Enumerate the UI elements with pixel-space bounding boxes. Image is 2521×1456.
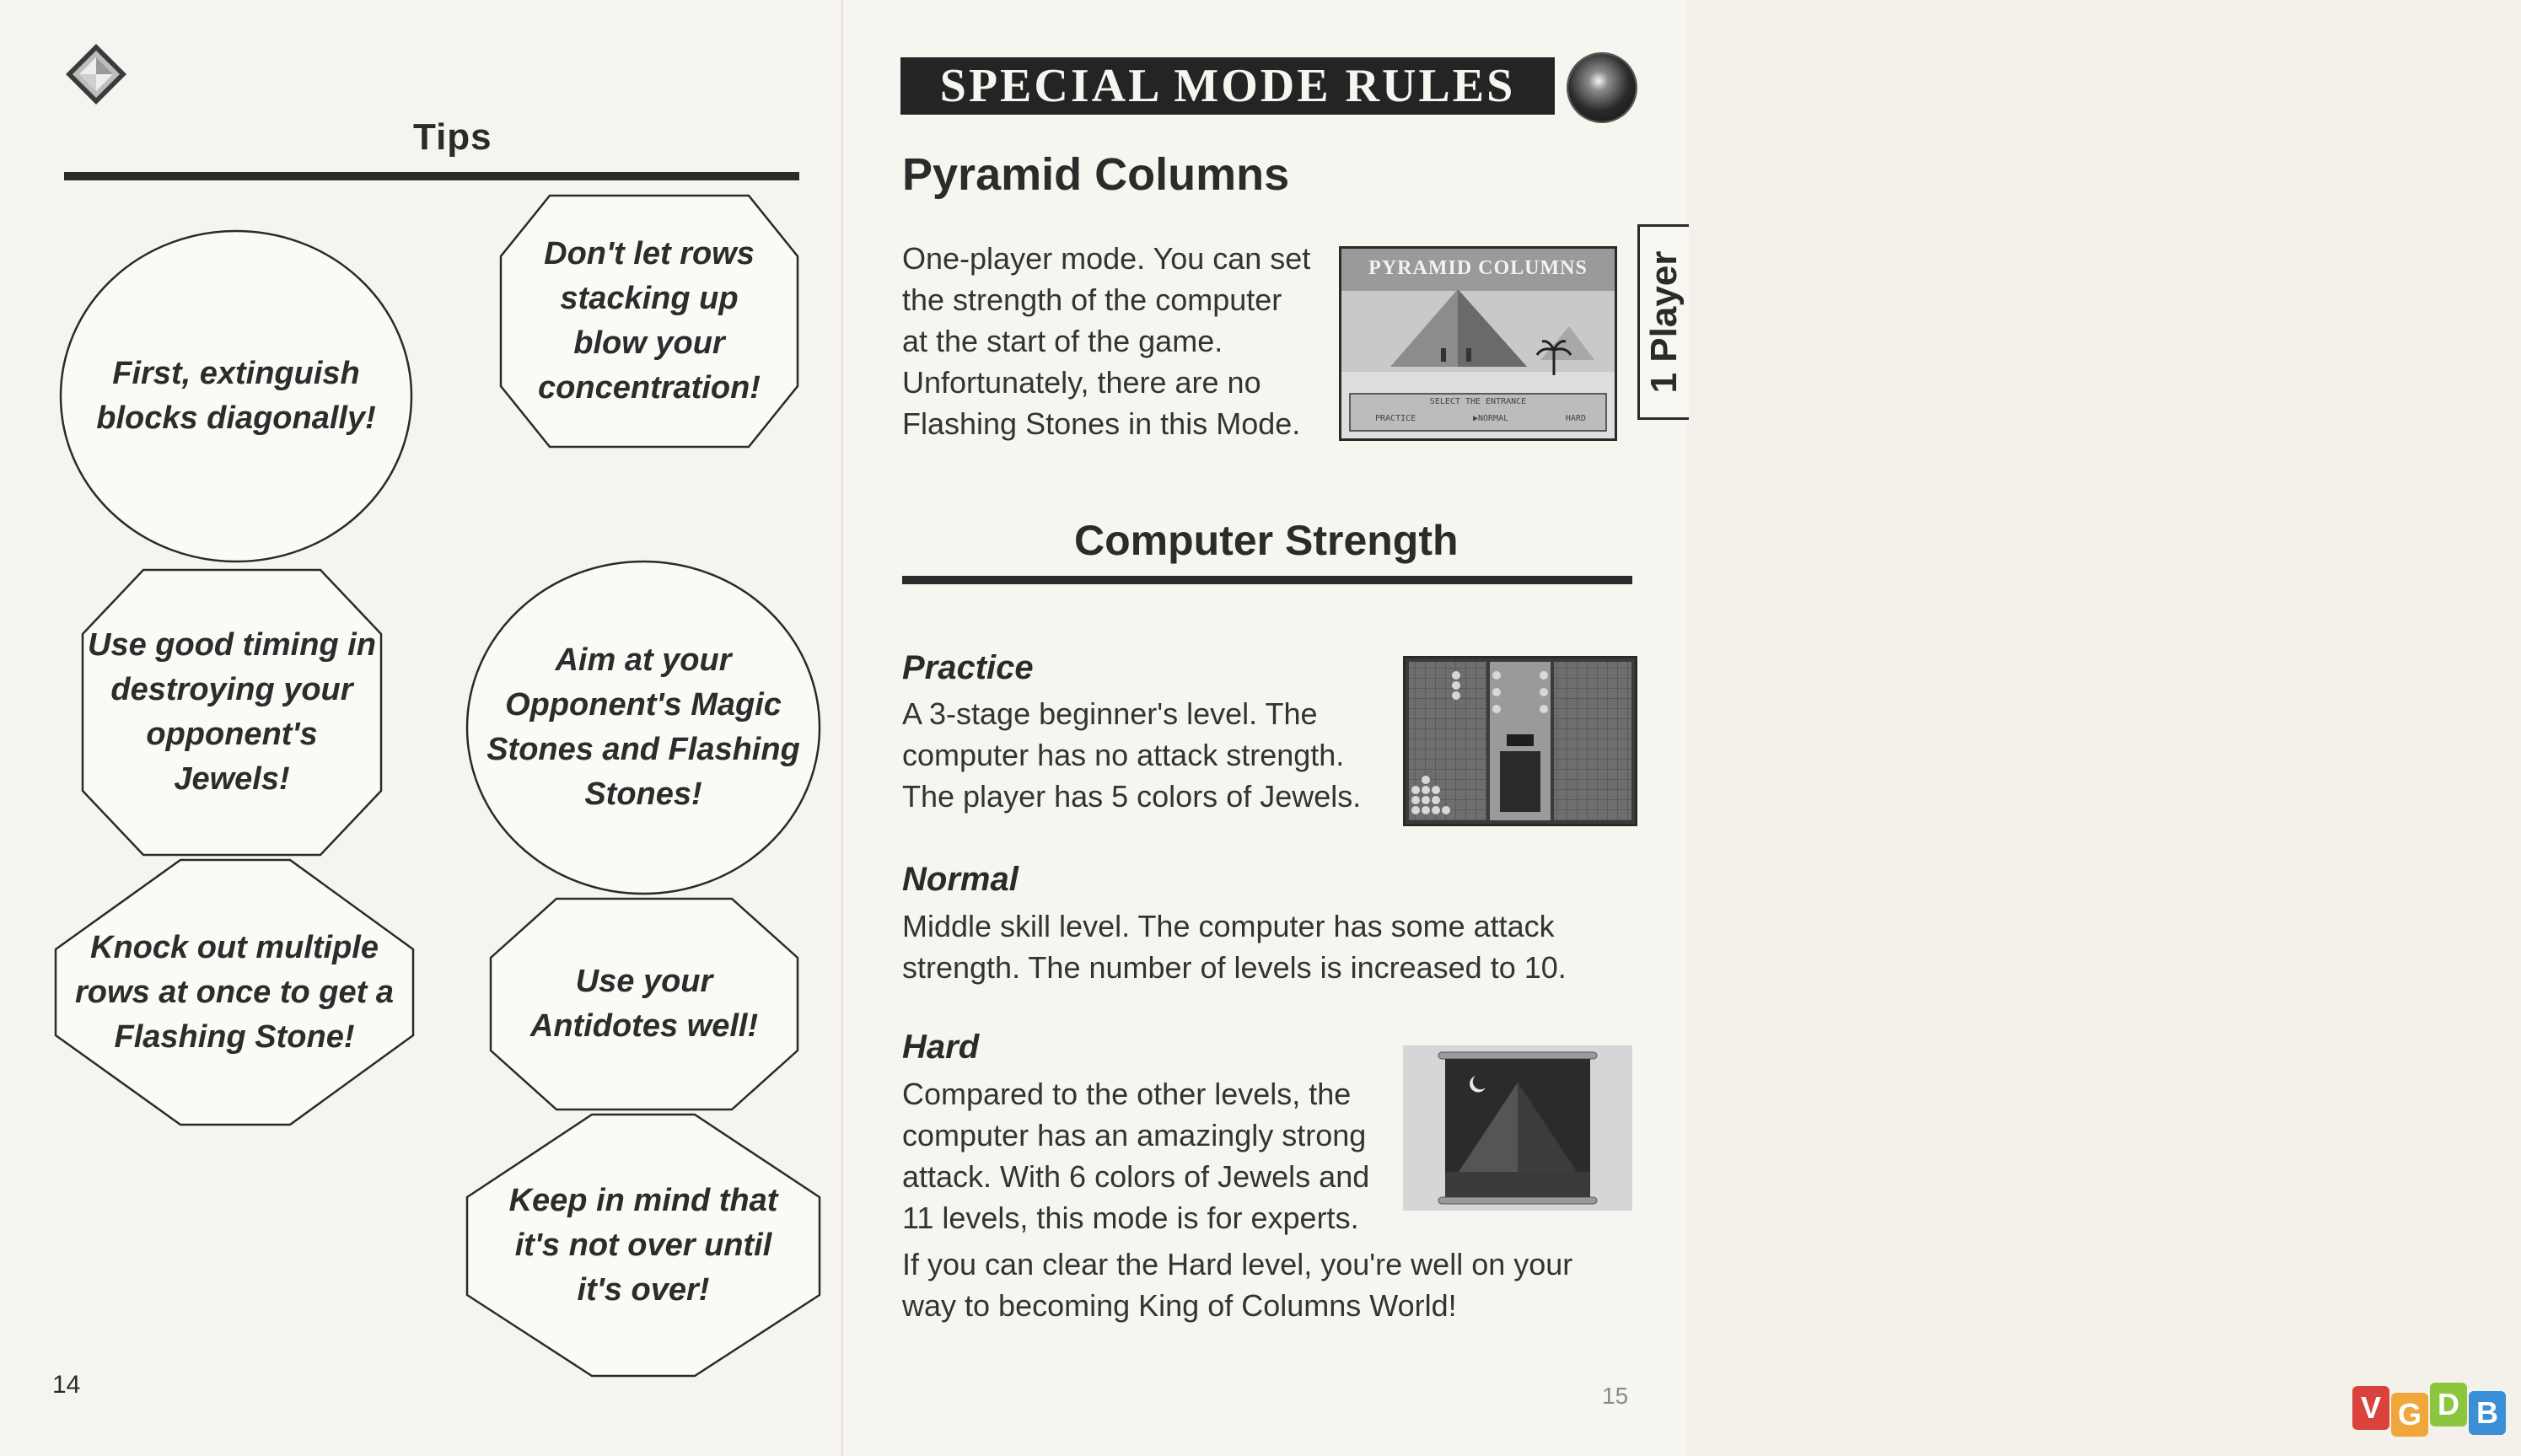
tip-text: Use good timing in destroying your opponent's Jewels! bbox=[88, 627, 376, 797]
special-mode-rules-banner: SPECIAL MODE RULES bbox=[900, 57, 1555, 115]
tip-text: Aim at your Opponent's Magic Stones and Flashing Stones! bbox=[486, 642, 800, 812]
vgdb-watermark-logo bbox=[2352, 1383, 2521, 1433]
tip-bubble-5 bbox=[54, 858, 415, 1126]
option-practice: PRACTICE bbox=[1375, 414, 1416, 423]
tip-text: Don't let rows stacking up blow your concentration! bbox=[538, 236, 761, 406]
tip-bubble-3 bbox=[81, 568, 383, 857]
hard-text: Compared to the other levels, the computer has an amazingly strong attack. With 6 colors of Jewels and 11 levels, this mode is for experts. bbox=[902, 1077, 1370, 1235]
tip-bubble-7 bbox=[465, 1113, 821, 1378]
option-normal-group bbox=[1473, 414, 1508, 423]
tip-text: Knock out multiple rows at once to get a Flashing Stone! bbox=[75, 929, 394, 1055]
side-tab-label: 1 Player bbox=[1643, 250, 1685, 394]
tip-text: First, extinguish blocks diagonally! bbox=[96, 356, 376, 436]
pyramid-screen-title: PYRAMID COLUMNS bbox=[1368, 257, 1588, 279]
tip-bubble-6 bbox=[489, 897, 799, 1111]
page-number: 15 bbox=[1602, 1383, 1629, 1409]
pyramid-screen-prompt: SELECT THE ENTRANCE bbox=[1429, 397, 1527, 406]
side-tab bbox=[1637, 224, 1689, 420]
tip-bubble-4 bbox=[465, 560, 821, 895]
hard-text-closing: If you can clear the Hard level, you're well on your way to becoming King of Columns World! bbox=[902, 1247, 1573, 1323]
hard-screenshot bbox=[1403, 1045, 1632, 1211]
left-page bbox=[0, 0, 843, 1456]
normal-heading: Normal bbox=[902, 861, 1019, 898]
practice-screenshot bbox=[1403, 656, 1637, 826]
intro-text: One-player mode. You can set the strength of the computer at the start of the game. Unfortunately, there are no Flashing Stones in this Mode. bbox=[902, 241, 1311, 441]
subsection-rule bbox=[902, 576, 1632, 584]
pyramid-screen-options bbox=[1375, 414, 1586, 423]
normal-text: Middle skill level. The computer has some attack strength. The number of levels is increased to 10. bbox=[902, 909, 1567, 985]
diamond-gem-icon bbox=[64, 42, 128, 106]
tip-bubble-2 bbox=[499, 194, 799, 449]
option-hard: HARD bbox=[1565, 414, 1586, 423]
watermark-letter: G bbox=[2391, 1393, 2428, 1437]
round-gem-icon bbox=[1568, 54, 1636, 121]
practice-text: A 3-stage beginner's level. The computer has no attack strength. The player has 5 colors of Jewels. bbox=[902, 696, 1362, 814]
tip-bubble-1 bbox=[59, 229, 413, 563]
right-page bbox=[843, 0, 2498, 1456]
page-number: 14 bbox=[52, 1371, 81, 1399]
tip-text: Keep in mind that it's not over until it's over! bbox=[508, 1182, 778, 1308]
option-normal: NORMAL bbox=[1477, 414, 1509, 423]
pyramid-title-screenshot bbox=[1339, 246, 1617, 441]
subsection-title: Computer Strength bbox=[1074, 517, 1459, 564]
tip-text: Use your Antidotes well! bbox=[529, 964, 759, 1044]
gameplay-grid-graphic bbox=[1406, 658, 1635, 824]
section-title: Pyramid Columns bbox=[902, 149, 1290, 200]
hard-heading: Hard bbox=[902, 1029, 980, 1066]
practice-heading: Practice bbox=[902, 649, 1034, 686]
pyramid-night-scroll-graphic bbox=[1403, 1045, 1632, 1211]
title-rule bbox=[64, 172, 799, 180]
tips-title: Tips bbox=[413, 116, 492, 158]
watermark-letter: B bbox=[2469, 1391, 2506, 1435]
watermark-letter: V bbox=[2352, 1386, 2389, 1430]
watermark-letter: D bbox=[2430, 1383, 2467, 1426]
cursor-arrow-icon: ▶ bbox=[1472, 414, 1478, 423]
